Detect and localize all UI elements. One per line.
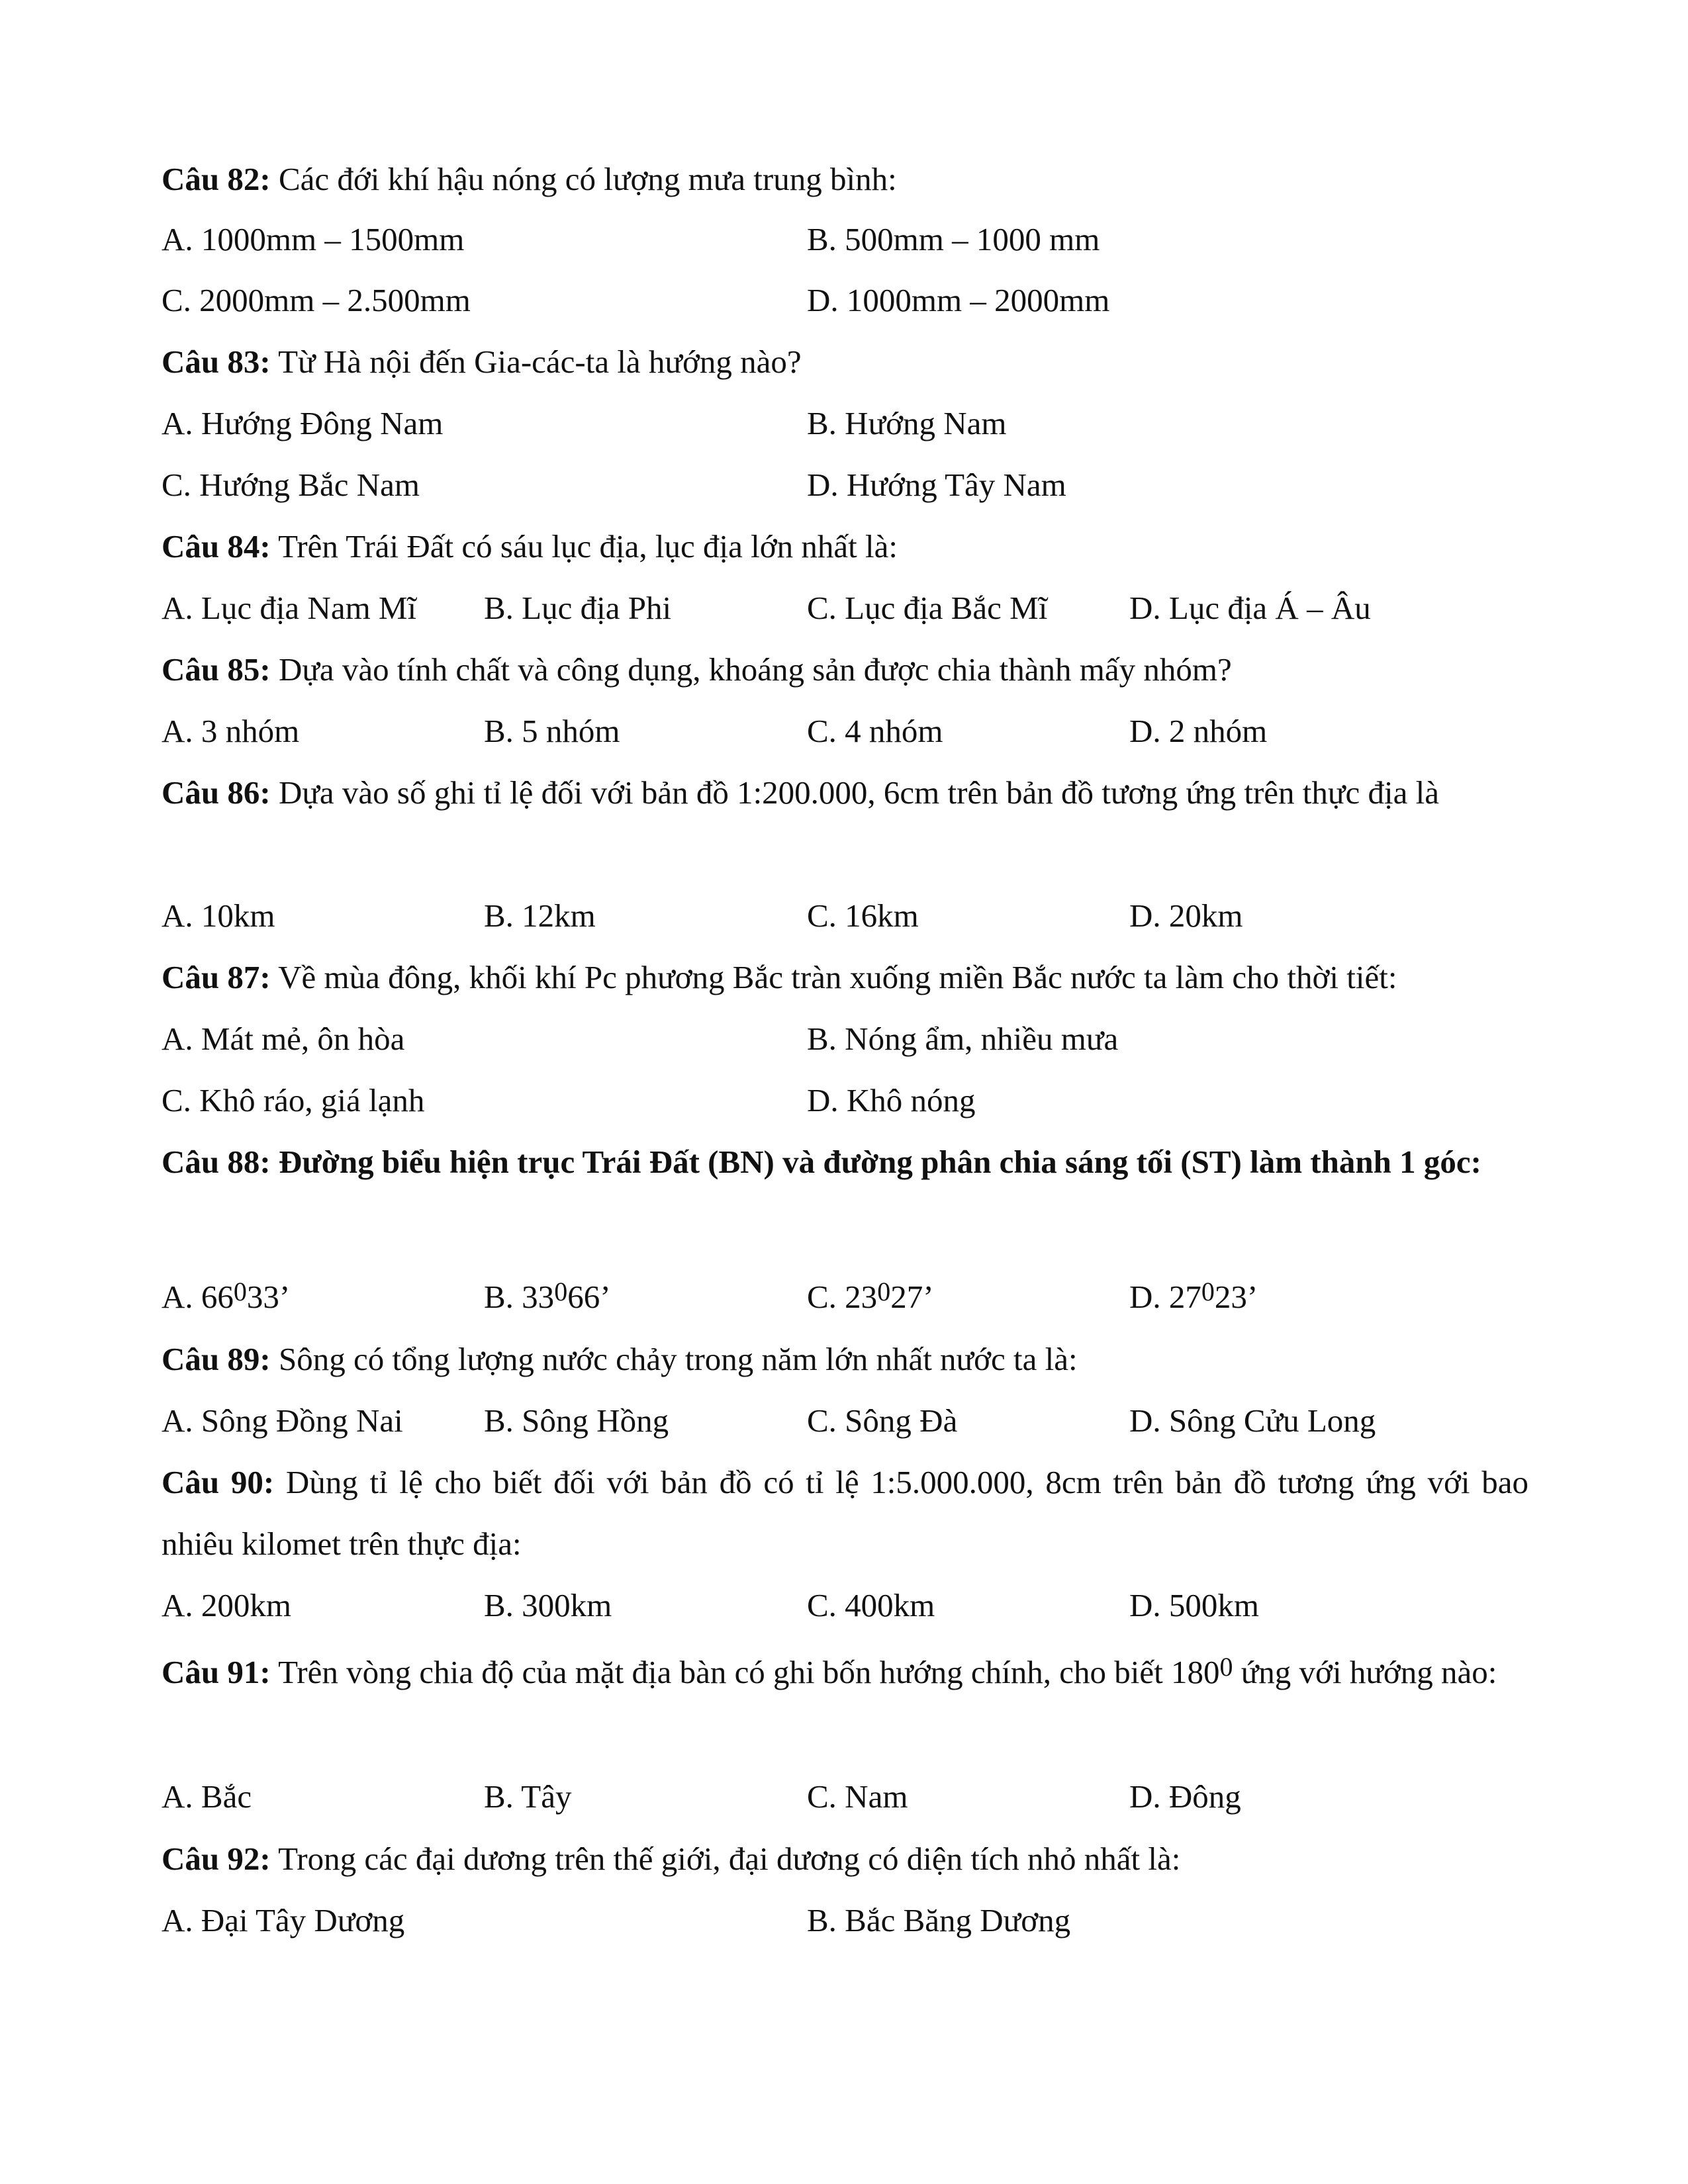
option-a: A. Lục địa Nam Mĩ [162,590,417,626]
options-row [162,1008,1528,1069]
option-d: D. 2 nhóm [1129,713,1268,749]
question-number: Câu 86: [162,774,271,811]
degree-sign: 0 [877,1277,891,1306]
option-minutes: 66’ [567,1279,611,1315]
question-90 [162,1451,1528,1574]
options-row [162,269,1528,331]
question-91 [162,1641,1528,1703]
option-c: C. Lục địa Bắc Mĩ [807,590,1048,626]
question-text-part: ứng với hướng nào: [1233,1654,1497,1690]
option-a: A. Sông Đồng Nai [162,1402,403,1439]
question-84 [162,516,1528,577]
degree-sign: 0 [1201,1277,1215,1306]
options-row [162,885,1528,946]
option-b: B. Sông Hồng [484,1402,669,1439]
question-92 [162,1828,1528,1889]
option-b: B. 5 nhóm [484,713,620,749]
question-87 [162,946,1528,1008]
question-number: Câu 84: [162,528,271,565]
degree-sign: 0 [233,1277,247,1306]
option-c: C. 2000mm – 2.500mm [162,282,471,318]
option-a: A. 200km [162,1587,291,1623]
option-label: C. 23 [807,1279,878,1315]
question-text: Từ Hà nội đến Gia-các-ta là hướng nào? [278,343,802,380]
question-number: Câu 83: [162,343,271,380]
option-b [484,1266,611,1328]
question-number: Câu 91: [162,1654,271,1690]
question-83 [162,331,1528,392]
option-d: D. Sông Cửu Long [1129,1402,1376,1439]
options-row [162,577,1528,639]
degree-sign: 0 [1219,1652,1233,1682]
options-row [162,1266,1528,1328]
option-c: C. 16km [807,897,919,934]
question-text-part: Trên vòng chia độ của mặt địa bàn có ghi bốn hướng chính, cho biết 180 [278,1654,1220,1690]
option-c: C. 4 nhóm [807,713,943,749]
question-88 [162,1131,1528,1193]
option-b: B. Hướng Nam [807,405,1007,441]
option-a: A. 3 nhóm [162,713,300,749]
options-row [162,392,1528,454]
question-86 [162,762,1528,823]
option-a: A. Mát mẻ, ôn hòa [162,1021,405,1057]
question-text: Sông có tổng lượng nước chảy trong năm lớn nhất nước ta là: [278,1341,1078,1377]
options-row [162,208,1528,270]
option-d: D. Khô nóng [807,1082,976,1118]
question-number: Câu 82: [162,161,271,197]
options-row [162,1766,1528,1827]
option-d: D. Lục địa Á – Âu [1129,590,1371,626]
question-text: Trên Trái Đất có sáu lục địa, lục địa lớn nhất là: [278,528,898,565]
question-text: Đường biểu hiện trục Trái Đất (BN) và đường phân chia sáng tối (ST) làm thành 1 góc: [278,1144,1481,1180]
option-b: B. 500mm – 1000 mm [807,221,1100,257]
question-number: Câu 85: [162,651,271,688]
question-text: Dựa vào số ghi tỉ lệ đối với bản đồ 1:200.000, 6cm trên bản đồ tương ứng trên thực địa là [278,774,1439,811]
option-d [1129,1266,1258,1328]
option-a: A. 10km [162,897,275,934]
option-d: D. Đông [1129,1778,1241,1815]
option-d: D. Hướng Tây Nam [807,467,1066,503]
option-label: A. 66 [162,1279,234,1315]
question-number: Câu 87: [162,959,271,995]
option-a: A. Hướng Đông Nam [162,405,444,441]
question-text: Các đới khí hậu nóng có lượng mưa trung bình: [278,161,897,197]
option-c [807,1266,934,1328]
options-row [162,1390,1528,1451]
option-b: B. 300km [484,1587,612,1623]
option-b: B. Nóng ẩm, nhiều mưa [807,1021,1119,1057]
question-number: Câu 92: [162,1841,271,1877]
option-b: B. Bắc Băng Dương [807,1902,1071,1938]
degree-sign: 0 [554,1277,568,1306]
question-82 [162,148,1528,210]
question-text [278,1654,1497,1690]
option-a: A. Đại Tây Dương [162,1902,405,1938]
options-row [162,1069,1528,1131]
option-c: C. Nam [807,1778,908,1815]
question-text: Về mùa đông, khối khí Pc phương Bắc tràn xuống miền Bắc nước ta làm cho thời tiết: [278,959,1397,995]
options-row [162,454,1528,516]
option-b: B. 12km [484,897,596,934]
option-d: D. 20km [1129,897,1243,934]
option-minutes: 27’ [890,1279,934,1315]
option-minutes: 33’ [246,1279,291,1315]
option-d: D. 500km [1129,1587,1259,1623]
option-a: A. 1000mm – 1500mm [162,221,465,257]
question-number: Câu 88: [162,1144,271,1180]
question-number: Câu 89: [162,1341,271,1377]
option-c: C. Sông Đà [807,1402,958,1439]
question-text: Trong các đại dương trên thế giới, đại dương có diện tích nhỏ nhất là: [278,1841,1181,1877]
question-text: Dùng tỉ lệ cho biết đối với bản đồ có tỉ lệ 1:5.000.000, 8cm trên bản đồ tương ứng với bao nhiêu kilomet trên thực địa: [162,1464,1529,1562]
options-row [162,700,1528,762]
option-a [162,1266,290,1328]
question-89 [162,1328,1528,1390]
question-85 [162,639,1528,700]
option-b: B. Lục địa Phi [484,590,672,626]
option-d: D. 1000mm – 2000mm [807,282,1110,318]
option-c: C. 400km [807,1587,935,1623]
option-b: B. Tây [484,1778,572,1815]
option-minutes: 23’ [1214,1279,1258,1315]
option-a: A. Bắc [162,1778,252,1815]
question-text: Dựa vào tính chất và công dụng, khoáng sản được chia thành mấy nhóm? [278,651,1232,688]
option-label: D. 27 [1129,1279,1201,1315]
question-number: Câu 90: [162,1464,275,1500]
options-row [162,1889,1528,1951]
option-label: B. 33 [484,1279,555,1315]
options-row [162,1574,1528,1636]
option-c: C. Khô ráo, giá lạnh [162,1082,425,1118]
option-c: C. Hướng Bắc Nam [162,467,420,503]
